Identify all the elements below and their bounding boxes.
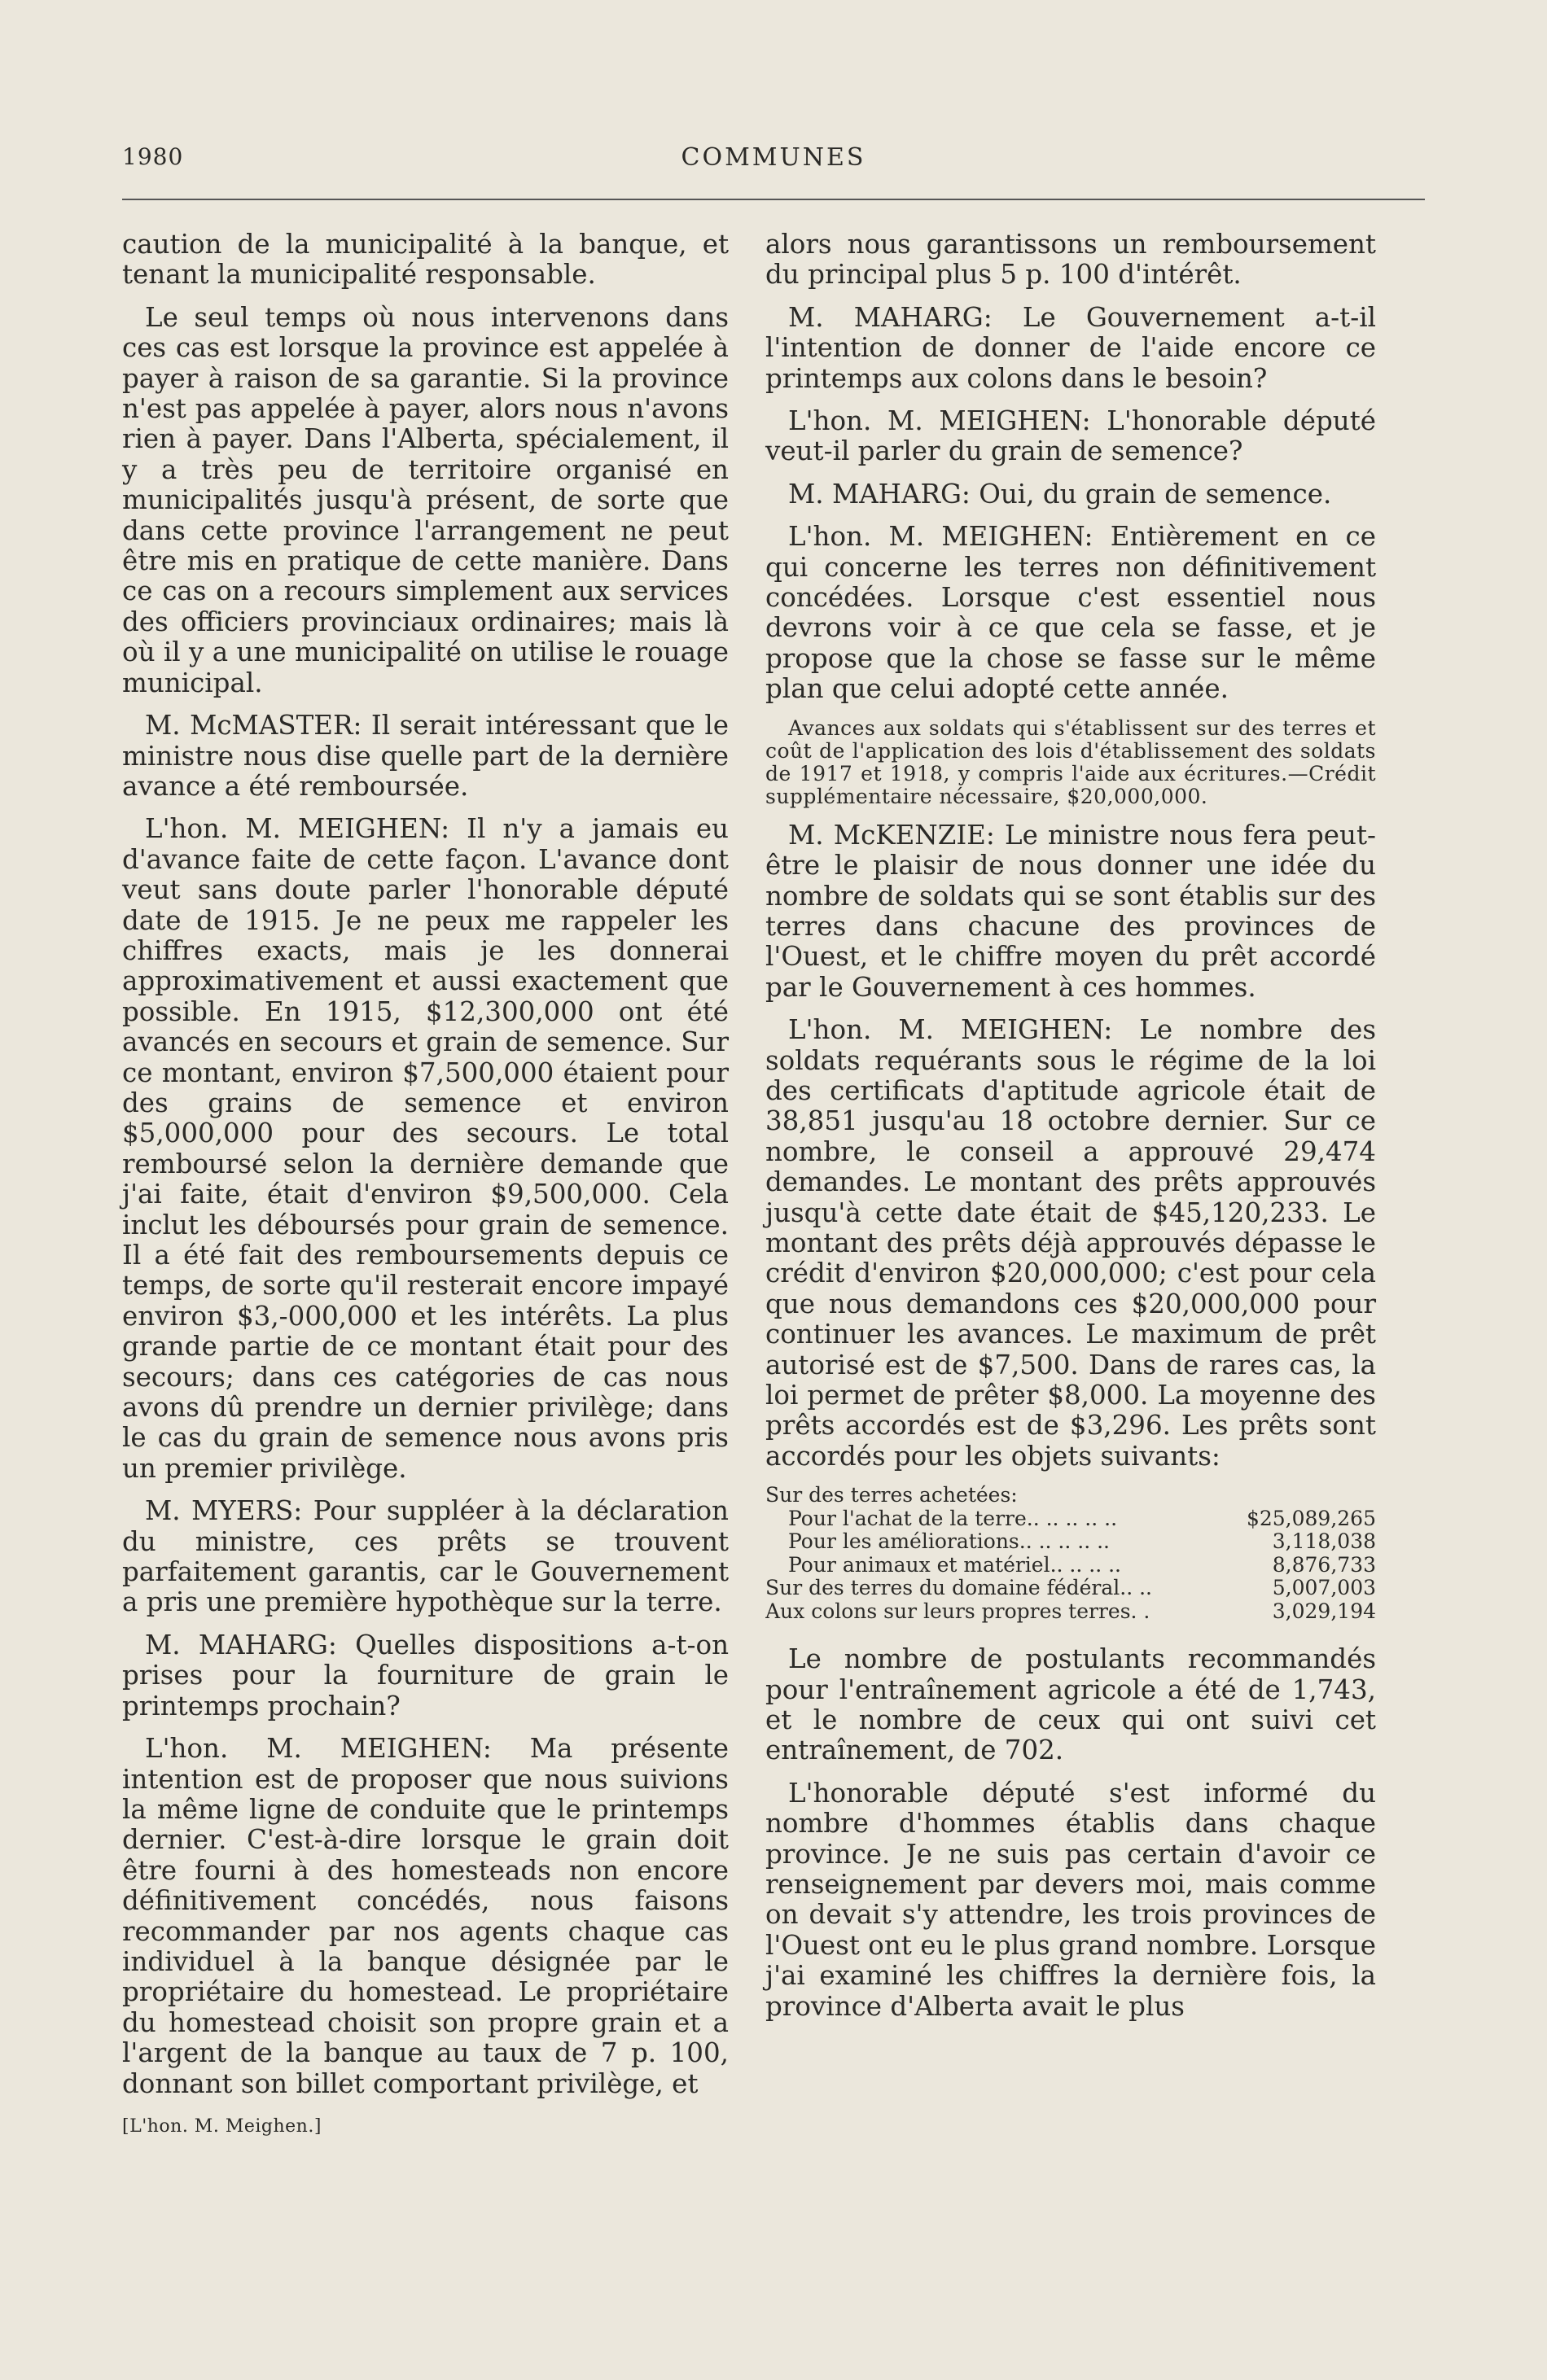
table-row xyxy=(765,1577,1376,1600)
paragraph: alors nous garantissons un remboursement du principal plus 5 p. 100 d'intérêt. xyxy=(765,229,1376,291)
paragraph: Le seul temps où nous intervenons dans ces cas est lorsque la province est appelée à payer à raison de sa garantie. Si la province n'est pas appelée à payer, alors nous n'avons rien à payer. Dans l'Alberta, spécialement, il y a très peu de territoire organisé en municipalités jusqu'à présent, de sorte que dans cette province l'arrangement ne peut être mis en pratique de cette manière. Dans ce cas on a recours simplement aux services des officiers provinciaux ordinaires; mais là où il y a une municipalité on utilise le rouage municipal. xyxy=(122,301,729,698)
row-amount: $25,089,265 xyxy=(1246,1506,1376,1530)
table-row xyxy=(765,1507,1376,1531)
paragraph: L'hon. M. MEIGHEN: Il n'y a jamais eu d'avance faite de cette façon. L'avance dont veut sans doute parler l'honorable député date de 1915. Je ne peux me rappeler les chiffres exacts, mais je les donnerai approximativement et aussi exactement que possible. En 1915, $12,300,000 ont été avancés en secours et grain de semence. Sur ce montant, environ $7,500,000 étaient pour des grains de semence et environ $5,000,000 pour des secours. Le total remboursé selon la dernière demande que j'ai faite, était d'environ $9,500,000. Cela inclut les déboursés pour grain de semence. Il a été fait des remboursements depuis ce temps, de sorte qu'il resterait encore impayé environ $3,-000,000 et les intérêts. La plus grande partie de ce montant était pour des secours; dans ces catégories de cas nous avons dû prendre un dernier privilège; dans le cas du grain de semence nous avons pris un premier privilège. xyxy=(122,813,729,1484)
paragraph: L'hon. M. MEIGHEN: L'honorable député veut-il parler du grain de semence? xyxy=(765,405,1376,467)
paragraph: M. McKENZIE: Le ministre nous fera peut-être le plaisir de nous donner une idée du nombre de soldats qui se sont établis sur des terres dans chacune des provinces de l'Ouest, et le chiffre moyen du prêt accordé par le Gouvernement à ces hommes. xyxy=(765,819,1376,1003)
header-rule xyxy=(122,199,1425,200)
section-subheading: Avances aux soldats qui s'établissent sur des terres et coût de l'application des lois d'établissement des soldats de 1917 et 1918, y compris l'aide aux écritures.—Crédit supplémentaire nécessaire, $20,000,000. xyxy=(765,715,1376,808)
speaker-attribution: [L'hon. M. Meighen.] xyxy=(122,2115,322,2137)
paragraph: L'hon. M. MEIGHEN: Entièrement en ce qui concerne les terres non définitivement concédées. Lorsque c'est essentiel nous devrons voir à ce que cela se fasse, et je propose que la chose se fasse sur le même plan que celui adopté cette année. xyxy=(765,521,1376,705)
row-label: Sur des terres du domaine fédéral.. .. xyxy=(765,1577,1152,1600)
paragraph: M. McMASTER: Il serait intéressant que le ministre nous dise quelle part de la dernière avance a été remboursée. xyxy=(122,710,729,802)
row-label: Pour l'achat de la terre.. .. .. .. .. xyxy=(788,1507,1118,1530)
row-label: Pour animaux et matériel.. .. .. .. xyxy=(788,1553,1122,1577)
paragraph: caution de la municipalité à la banque, et tenant la municipalité responsable. xyxy=(122,229,729,291)
row-amount: 3,029,194 xyxy=(1272,1599,1376,1623)
paragraph: M. MYERS: Pour suppléer à la déclaration du ministre, ces prêts se trouvent parfaitement garantis, car le Gouvernement a pris une première hypothèque sur la terre. xyxy=(122,1495,729,1618)
loan-table-heading: Sur des terres achetées: xyxy=(765,1483,1018,1507)
paragraph: M. MAHARG: Le Gouvernement a-t-il l'intention de donner de l'aide encore ce printemps aux colons dans le besoin? xyxy=(765,301,1376,394)
table-row xyxy=(765,1554,1376,1577)
paragraph: L'hon. M. MEIGHEN: Ma présente intention est de proposer que nous suivions la même ligne de conduite que le printemps dernier. C'est-à-dire lorsque le grain doit être fourni à des homesteads non encore définitivement concédés, nous faisons recommander par nos agents chaque cas individuel à la banque désignée par le propriétaire du homestead. Le propriétaire du homestead choisit son propre grain et a l'argent de la banque au taux de 7 p. 100, donnant son billet comportant privilège, et xyxy=(122,1733,729,2099)
table-row xyxy=(765,1600,1376,1624)
row-amount: 8,876,733 xyxy=(1272,1552,1376,1577)
paragraph: M. MAHARG: Quelles dispositions a-t-on prises pour la fourniture de grain le printemps prochain? xyxy=(122,1629,729,1722)
paragraph: L'honorable député s'est informé du nombre d'hommes établis dans chaque province. Je ne suis pas certain d'avoir ce renseignement par devers moi, mais comme on devait s'y attendre, les trois provinces de l'Ouest ont eu le plus grand nombre. Lorsque j'ai examiné les chiffres la dernière fois, la province d'Alberta avait le plus xyxy=(765,1777,1376,2022)
right-column xyxy=(765,230,1376,2034)
page-header xyxy=(122,143,1425,184)
paragraph: Le nombre de postulants recommandés pour l'entraînement agricole a été de 1,743, et le nombre de ceux qui ont suivi cet entraînement, de 702. xyxy=(765,1643,1376,1766)
left-column xyxy=(122,230,729,2142)
paragraph: M. MAHARG: Oui, du grain de semence. xyxy=(788,478,1332,510)
row-label: Aux colons sur leurs propres terres. . xyxy=(765,1599,1150,1623)
row-amount: 5,007,003 xyxy=(1272,1576,1376,1600)
row-label: Pour les améliorations.. .. .. .. .. xyxy=(788,1530,1111,1554)
paragraph: L'hon. M. MEIGHEN: Le nombre des soldats requérants sous le régime de la loi des certificats d'aptitude agricole était de 38,851 jusqu'au 18 octobre dernier. Sur ce nombre, le conseil a approuvé 29,474 demandes. Le montant des prêts approuvés jusqu'à cette date était de $45,120,233. Le montant des prêts déjà approuvés dépasse le crédit d'environ $20,000,000; c'est pour cela que nous demandons ces $20,000,000 pour continuer les avances. Le maximum de prêt autorisé est de $7,500. Dans de rares cas, la loi permet de prêter $8,000. La moyenne des prêts accordés est de $3,296. Les prêts sont accordés pour les objets suivants: xyxy=(765,1014,1376,1472)
running-head: COMMUNES xyxy=(681,143,866,172)
loan-table xyxy=(765,1484,1376,1623)
page-number: 1980 xyxy=(122,143,184,170)
table-row xyxy=(765,1530,1376,1554)
row-amount: 3,118,038 xyxy=(1272,1529,1376,1554)
